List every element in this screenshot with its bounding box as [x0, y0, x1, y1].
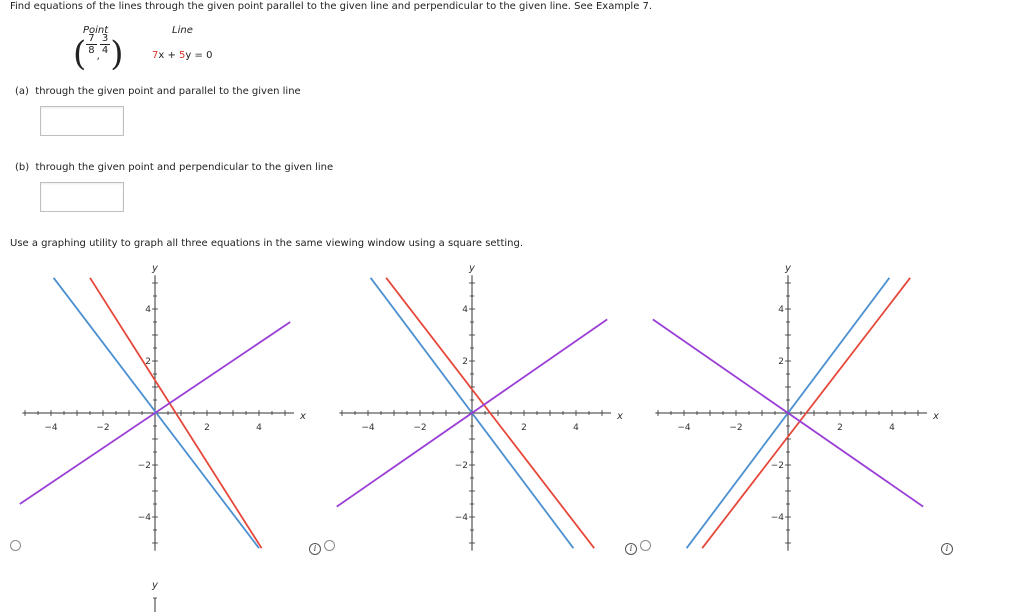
- axes: [655, 263, 939, 551]
- x-tick-label: −2: [729, 423, 743, 433]
- x-tick-label: 4: [889, 423, 895, 433]
- graph-option-1: [15, 258, 305, 553]
- x-tick-label: −4: [44, 423, 58, 433]
- y-axis-label: y: [152, 580, 158, 591]
- x-tick-label: 2: [204, 423, 210, 433]
- y-tick-label: −4: [770, 513, 784, 523]
- y-tick-label: −4: [454, 513, 468, 523]
- y-tick-label: −2: [770, 461, 784, 471]
- point-x-fraction: $\frac{7}{8}$: [88, 33, 95, 56]
- y-axis-label: y: [785, 263, 791, 275]
- x-axis-label: x: [300, 411, 306, 422]
- y-tick-label: −2: [454, 461, 468, 471]
- part-a-label: (a) through the given point and parallel to the given line: [15, 86, 301, 97]
- graph-instruction: Use a graphing utility to graph all three equations in the same viewing window using a square setting.: [10, 238, 524, 249]
- x-tick-label: 4: [256, 423, 262, 433]
- x-tick-label: −2: [96, 423, 110, 433]
- y-tick-label: 2: [462, 357, 468, 367]
- given-line-equation: 7x + 5y = 0: [152, 50, 213, 61]
- part-b-label: (b) through the given point and perpendicular to the given line: [15, 162, 334, 173]
- option-2-info-icon[interactable]: i: [625, 543, 637, 555]
- x-axis-label: x: [933, 411, 939, 422]
- part-b-answer-input[interactable]: [40, 182, 124, 212]
- point-y-fraction: $\frac{3}{4}$: [101, 33, 109, 56]
- x-tick-label: −4: [361, 423, 375, 433]
- option-1-radio[interactable]: [10, 540, 21, 551]
- part-a-answer-input[interactable]: [40, 106, 124, 136]
- option-3-radio[interactable]: [640, 540, 651, 551]
- x-tick-label: −4: [677, 423, 691, 433]
- x-tick-label: 4: [573, 423, 579, 433]
- point-separator: ,: [96, 51, 100, 62]
- graph-option-3: [648, 258, 938, 553]
- y-tick-label: 2: [145, 357, 151, 367]
- graph-option-4: [15, 574, 305, 612]
- graph-option-2: [332, 258, 622, 553]
- x-axis-label: x: [617, 411, 623, 422]
- y-tick-label: 2: [778, 357, 784, 367]
- right-paren: ): [110, 34, 124, 74]
- x-tick-label: −2: [413, 423, 427, 433]
- y-axis-label: y: [152, 263, 158, 275]
- problem-prompt: Find equations of the lines through the given point parallel to the given line and perpendicular to the given line. See Example 7.: [10, 1, 653, 12]
- y-axis-label: y: [469, 263, 475, 275]
- y-tick-label: 4: [462, 305, 468, 315]
- given-point: [73, 33, 124, 74]
- point-column-header: Point: [83, 25, 109, 36]
- y-tick-label: −4: [137, 513, 151, 523]
- x-tick-label: 2: [521, 423, 527, 433]
- option-3-info-icon[interactable]: i: [941, 543, 953, 555]
- option-1-info-icon[interactable]: i: [309, 543, 321, 555]
- left-paren: (: [73, 34, 87, 74]
- y-tick-label: 4: [145, 305, 151, 315]
- line-column-header: Line: [172, 25, 193, 36]
- option-2-radio[interactable]: [324, 540, 335, 551]
- x-tick-label: 2: [837, 423, 843, 433]
- y-tick-label: −2: [137, 461, 151, 471]
- y-tick-label: 4: [778, 305, 784, 315]
